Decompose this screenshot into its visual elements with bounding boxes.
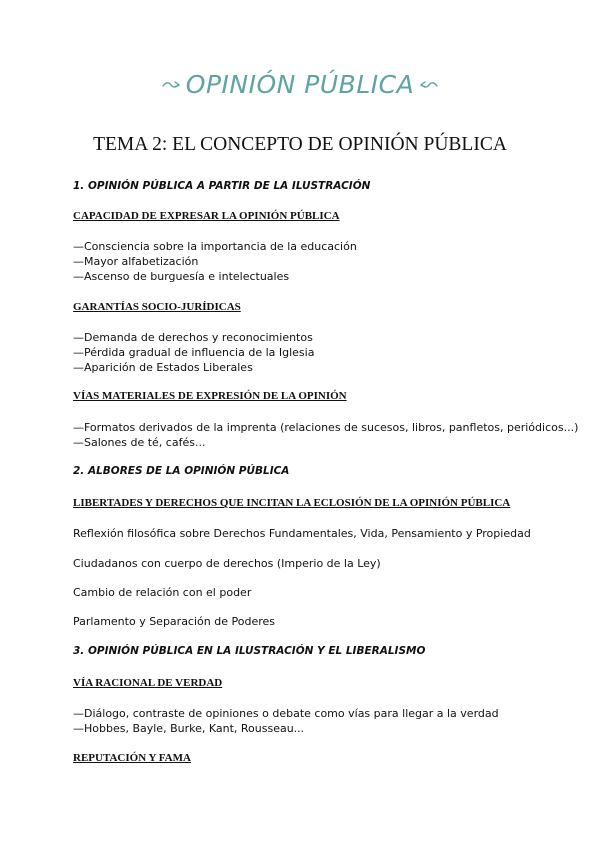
list-item: Ciudadanos con cuerpo de derechos (Imperio de la Ley) bbox=[73, 557, 381, 570]
left-flourish-icon bbox=[162, 79, 180, 91]
list-item: —Pérdida gradual de influencia de la Iglesia bbox=[73, 346, 315, 359]
list-item: —Ascenso de burguesía e intelectuales bbox=[73, 270, 290, 283]
list-item: Cambio de relación con el poder bbox=[73, 586, 252, 599]
list-item: —Mayor alfabetización bbox=[73, 255, 199, 268]
list-item: —Hobbes, Bayle, Burke, Kant, Rousseau... bbox=[73, 722, 305, 735]
banner-title: OPINIÓN PÚBLICA bbox=[185, 70, 415, 99]
right-flourish-icon bbox=[420, 79, 438, 91]
section-heading: 2. ALBORES DE LA OPINIÓN PÚBLICA bbox=[73, 465, 290, 477]
list-item: —Demanda de derechos y reconocimientos bbox=[73, 331, 313, 344]
list-item: Reflexión filosófica sobre Derechos Fundamentales, Vida, Pensamiento y Propiedad bbox=[73, 527, 531, 540]
document-title: TEMA 2: EL CONCEPTO DE OPINIÓN PÚBLICA bbox=[93, 134, 507, 155]
list-item: —Aparición de Estados Liberales bbox=[73, 361, 253, 374]
subsection-heading: GARANTÍAS SOCIO-JURÍDICAS bbox=[73, 301, 241, 313]
list-item: —Diálogo, contraste de opiniones o debate como vías para llegar a la verdad bbox=[73, 707, 499, 720]
list-item: —Formatos derivados de la imprenta (relaciones de sucesos, libros, panfletos, periódicos...) bbox=[73, 421, 579, 434]
list-item: —Salones de té, cafés... bbox=[73, 436, 206, 449]
list-item: Parlamento y Separación de Poderes bbox=[73, 615, 275, 628]
subsection-heading: CAPACIDAD DE EXPRESAR LA OPINIÓN PÚBLICA bbox=[73, 210, 340, 222]
banner bbox=[0, 70, 600, 114]
subsection-heading: LIBERTADES Y DERECHOS QUE INCITAN LA ECLOSIÓN DE LA OPINIÓN PÚBLICA bbox=[73, 497, 511, 509]
list-item: —Consciencia sobre la importancia de la educación bbox=[73, 240, 357, 253]
section-heading: 3. OPINIÓN PÚBLICA EN LA ILUSTRACIÓN Y EL LIBERALISMO bbox=[73, 645, 426, 657]
subsection-heading: VÍA RACIONAL DE VERDAD bbox=[73, 677, 223, 689]
subsection-heading: VÍAS MATERIALES DE EXPRESIÓN DE LA OPINIÓN bbox=[73, 390, 347, 402]
subsection-heading: REPUTACIÓN Y FAMA bbox=[73, 752, 191, 764]
section-heading: 1. OPINIÓN PÚBLICA A PARTIR DE LA ILUSTRACIÓN bbox=[73, 180, 371, 192]
